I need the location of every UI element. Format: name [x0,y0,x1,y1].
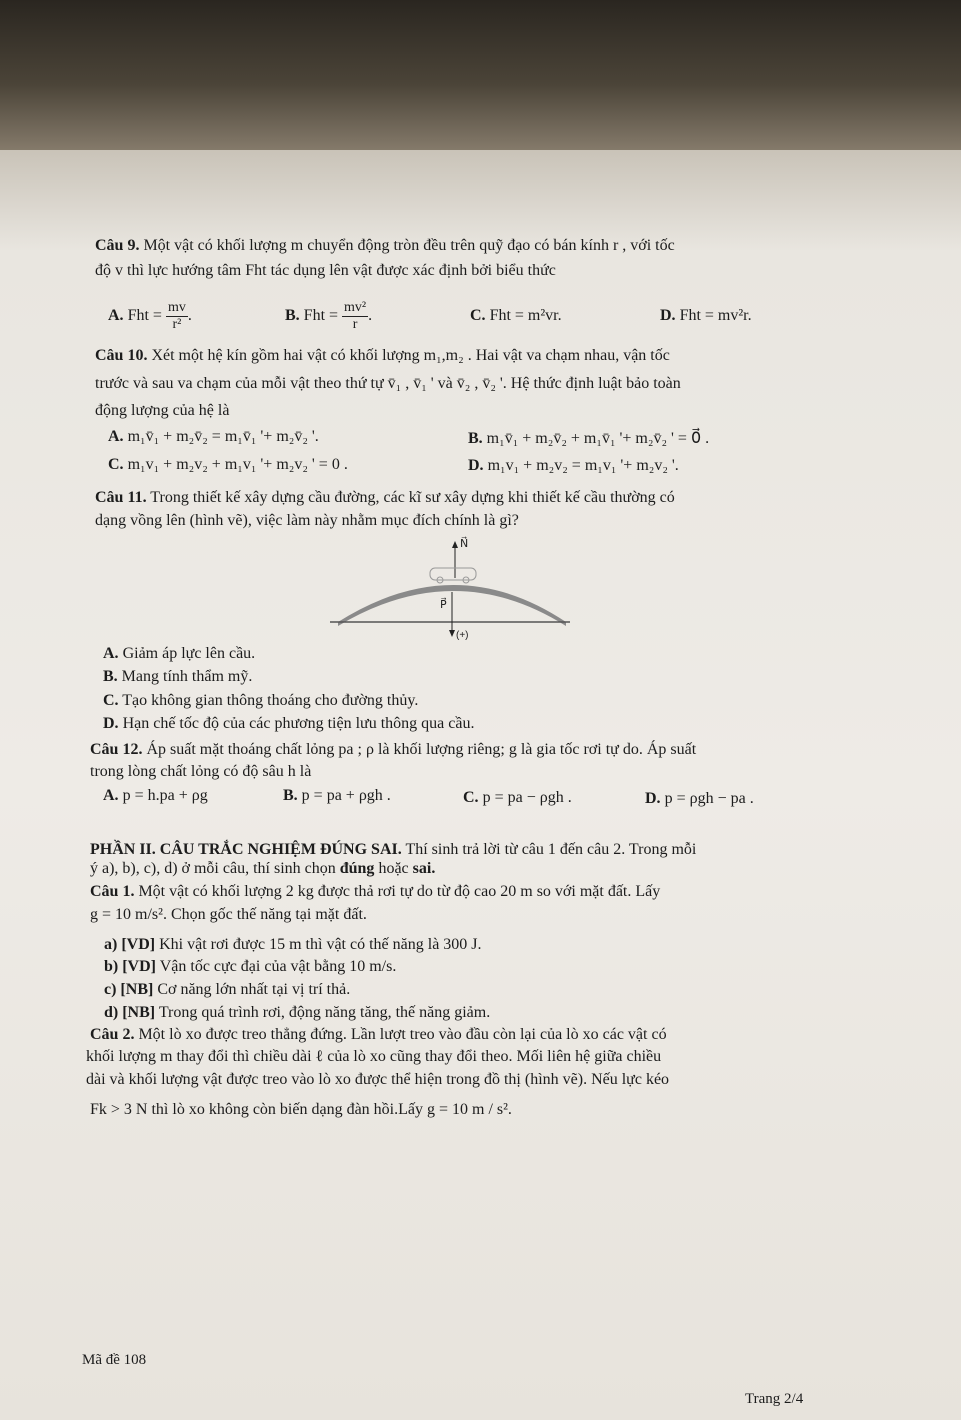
exam-code: Mã đề 108 [82,1352,147,1368]
q9-option-b-fraction [342,300,368,333]
q10-option-b-text: m₁v̄₁ + m₂v̄₂ + m₁v̄₁ '+ m₂v̄₂ ' = 0⃗ . [486,430,710,447]
q9-option-a-letter: A. [108,307,124,325]
q11-option-b [103,667,252,687]
q11-text1: Trong thiết kế xây dựng cầu đường, các kĩ sư xây dựng khi thiết kế cầu thường có [150,489,675,506]
q11-option-b-letter: B. [103,668,118,685]
weight-arrowhead [449,630,455,637]
p2q2-line1 [90,1025,667,1045]
q9-option-d-text: Fht = mv²r. [679,307,752,324]
positive-direction-label: (+) [456,630,469,640]
part2-heading: PHẦN II. CÂU TRẮC NGHIỆM ĐÚNG SAI. [90,841,402,858]
q10-option-a-text: m₁v̄₁ + m₂v̄₂ = m₁v̄₁ '+ m₂v̄₂ '. [127,428,319,445]
p2q1-text1: Một vật có khối lượng 2 kg được thả rơi tự do từ độ cao 20 m so với mặt đất. Lấy [138,883,661,900]
p2q2-line3: dài và khối lượng vật được treo vào lò xo được thể hiện trong đồ thị (hình vẽ). Nếu lực kéo [86,1071,670,1088]
p2q1-line2: g = 10 m/s². Chọn gốc thế năng tại mặt đất. [90,906,367,923]
q11-option-a [103,644,255,664]
q12-label: Câu 12. [90,741,143,758]
weight-label: P⃗ [440,599,447,611]
q9-line1 [95,236,675,256]
q10-option-c-letter: C. [108,456,124,473]
p2q1-item-c-text: Cơ năng lớn nhất tại vị trí thả. [157,981,351,998]
q10-option-b-letter: B. [468,430,483,447]
q12-option-d-text: p = ρgh − pa . [664,790,754,807]
q9-option-a-tail: . [187,307,192,325]
q9-option-a [108,300,192,333]
q9-option-a-den: r² [172,317,182,332]
part2-intro2c: hoặc [378,860,409,877]
part2-intro2a: ý a), b), c), d) ở mỗi câu, thí sinh chọn [90,860,336,877]
q10-line3: động lượng của hệ là [95,402,230,419]
q12-option-b-letter: B. [283,787,298,804]
p2q1-item-b-text: Vận tốc cực đại của vật bằng 10 m/s. [159,958,397,975]
car-icon [430,568,476,580]
q12-option-d [645,789,754,809]
p2q2-line4: Fk > 3 N thì lò xo không còn biến dạng đàn hồi.Lấy g = 10 m / s². [90,1101,512,1118]
page-number: Trang 2/4 [745,1391,804,1407]
q9-option-b-tail: . [368,307,373,325]
p2q1-item-c-tag: c) [NB] [104,981,154,998]
p2q1-item-d-text: Trong quá trình rơi, động năng tăng, thế năng giảm. [158,1004,491,1021]
q12-option-b-text: p = pa + ρgh . [301,787,391,804]
normal-force-arrowhead [452,541,458,548]
q10-line2: trước và sau va chạm của mỗi vật theo thứ tự v̄₁ , v̄₁ ' và v̄₂ , v̄₂ '. Hệ thức định luật bảo toàn [95,375,681,392]
p2q2-text1: Một lò xo được treo thẳng đứng. Lần lượt treo vào đầu còn lại của lò xo các vật có [138,1026,667,1043]
q12-option-a [103,786,208,806]
q9-option-b-letter: B. [285,307,300,325]
q11-option-c [103,691,418,711]
q11-option-c-text: Tạo không gian thông thoáng cho đường thủy. [122,692,419,709]
q11-option-d-letter: D. [103,715,119,732]
p2q2-line2: khối lượng m thay đổi thì chiều dài ℓ của lò xo cũng thay đổi theo. Mối liên hệ giữa chiều [86,1048,662,1065]
q11-option-d-text: Hạn chế tốc độ của các phương tiện lưu thông qua cầu. [122,715,475,732]
q12-text1: Áp suất mặt thoáng chất lỏng pa ; ρ là khối lượng riêng; g là gia tốc rơi tự do. Áp suất [146,741,697,758]
q10-label: Câu 10. [95,347,148,364]
p2q1-item-a [104,935,482,955]
part2-intro-line2 [90,859,435,879]
q11-option-d [103,714,474,734]
exam-paper [0,150,961,1420]
q10-option-d-letter: D. [468,457,484,474]
p2q1-line1 [90,882,660,902]
q9-text1: Một vật có khối lượng m chuyển động tròn đều trên quỹ đạo có bán kính r , với tốc [143,237,675,254]
q11-option-c-letter: C. [103,692,119,709]
q12-line1 [90,740,696,760]
q12-option-a-text: p = h.pa + ρg [122,787,208,804]
p2q1-label: Câu 1. [90,883,135,900]
q11-option-a-text: Giảm áp lực lên cầu. [122,645,256,662]
p2q1-item-d-tag: d) [NB] [104,1004,156,1021]
part2-intro1: Thí sinh trả lời từ câu 1 đến câu 2. Trong mỗi [405,841,697,858]
p2q1-item-a-tag: a) [VD] [104,936,156,953]
q10-option-d [468,456,679,476]
p2q1-item-c [104,980,350,1000]
q9-option-c-letter: C. [470,307,486,324]
p2q2-label: Câu 2. [90,1026,135,1043]
part2-intro2-false: sai. [412,860,436,877]
q9-option-b-den: r [352,317,358,332]
q12-option-b [283,786,391,806]
q11-option-a-letter: A. [103,645,119,662]
q12-option-d-letter: D. [645,790,661,807]
p2q1-item-d [104,1003,490,1023]
q10-text1: Xét một hệ kín gồm hai vật có khối lượng m₁,m₂ . Hai vật va chạm nhau, vận tốc [151,347,670,364]
q10-option-d-text: m₁v₁ + m₂v₂ = m₁v₁ '+ m₂v₂ '. [487,457,679,474]
normal-force-label: N⃗ [460,538,469,550]
q10-option-a-letter: A. [108,428,124,445]
q11-label: Câu 11. [95,489,147,506]
q9-option-c-text: Fht = m²vr. [489,307,562,324]
q11-option-b-text: Mang tính thẩm mỹ. [121,668,253,685]
q9-option-a-num: mv [167,300,186,315]
q9-option-d-letter: D. [660,307,676,324]
p2q1-item-b-tag: b) [VD] [104,958,156,975]
q10-option-b [468,429,709,449]
bridge-figure [330,530,570,640]
q9-option-a-fraction [166,300,188,333]
p2q1-item-b [104,957,396,977]
q9-option-a-lhs: Fht = [127,307,162,325]
q11-line2: dạng vồng lên (hình vẽ), việc làm này nhằm mục đích chính là gì? [95,512,519,529]
p2q1-item-a-text: Khi vật rơi được 15 m thì vật có thế năng là 300 J. [159,936,482,953]
q9-option-d [660,306,752,326]
q9-line2: độ v thì lực hướng tâm Fht tác dụng lên vật được xác định bởi biểu thức [95,262,556,279]
part2-heading-line [90,840,696,860]
q12-option-c [463,788,572,808]
q12-option-c-letter: C. [463,789,479,806]
q9-option-c [470,306,562,326]
q10-line1 [95,346,670,366]
q11-line1 [95,488,675,508]
q12-option-c-text: p = pa − ρgh . [482,789,572,806]
q9-label: Câu 9. [95,237,140,254]
q12-line2: trong lòng chất lỏng có độ sâu h là [90,763,312,780]
part2-intro2-correct: đúng [339,860,375,877]
q10-option-a [108,427,319,447]
q12-option-a-letter: A. [103,787,119,804]
q10-option-c [108,455,348,475]
q9-option-b-lhs: Fht = [303,307,339,325]
q9-option-b-num: mv² [344,300,367,315]
q9-option-b [285,300,372,333]
q10-option-c-text: m₁v₁ + m₂v₂ + m₁v₁ '+ m₂v₂ ' = 0 . [127,456,348,473]
